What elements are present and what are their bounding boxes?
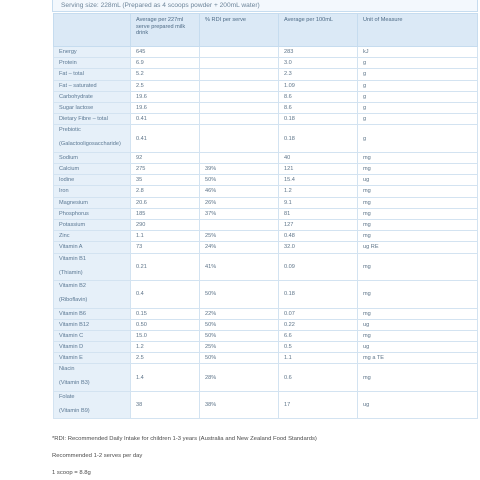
rdi-value <box>200 114 279 125</box>
nutrient-name: (Vitamin B9) <box>59 407 90 414</box>
per-100ml-value: 0.07 <box>279 308 358 319</box>
per-serve-value: 2.5 <box>131 80 200 91</box>
nutrient-name: Potassium <box>59 222 86 229</box>
table-row <box>54 47 478 58</box>
per-serve-value: 35 <box>131 175 200 186</box>
nutrient-name-cell <box>54 253 131 281</box>
rdi-value: 25% <box>200 342 279 353</box>
per-100ml-value: 0.5 <box>279 342 358 353</box>
rdi-value: 26% <box>200 197 279 208</box>
nutrient-name-cell <box>54 58 131 69</box>
per-100ml-value: 0.6 <box>279 364 358 392</box>
per-100ml-value: 0.18 <box>279 281 358 309</box>
per-serve-value: 2.5 <box>131 353 200 364</box>
nutrient-name: Magnesium <box>59 199 88 206</box>
rdi-value: 50% <box>200 281 279 309</box>
rdi-value: 46% <box>200 186 279 197</box>
nutrient-name: Sodium <box>59 154 78 161</box>
unit-value: ug <box>358 175 478 186</box>
unit-value: mg <box>358 308 478 319</box>
unit-value: mg <box>358 186 478 197</box>
per-100ml-value: 121 <box>279 164 358 175</box>
nutrient-name: Vitamin B6 <box>59 310 86 317</box>
table-row <box>54 69 478 80</box>
rdi-value: 24% <box>200 242 279 253</box>
nutrient-name: (Thiamin) <box>59 269 83 276</box>
unit-value: mg a TE <box>358 353 478 364</box>
nutrient-name-cell <box>54 231 131 242</box>
per-100ml-value: 32.0 <box>279 242 358 253</box>
table-row <box>54 342 478 353</box>
unit-value: g <box>358 114 478 125</box>
per-serve-value: 0.21 <box>131 253 200 281</box>
nutrient-name-cell <box>54 114 131 125</box>
nutrient-name-cell <box>54 186 131 197</box>
table-row <box>54 197 478 208</box>
nutrient-name: Dietary Fibre – total <box>59 116 108 123</box>
rdi-value: 50% <box>200 353 279 364</box>
table-row <box>54 58 478 69</box>
nutrient-name: Niacin <box>59 366 75 373</box>
nutrient-name-cell <box>54 319 131 330</box>
per-100ml-value: 40 <box>279 152 358 163</box>
table-row <box>54 353 478 364</box>
per-serve-value: 92 <box>131 152 200 163</box>
header-rdi-per-serve: % RDI per serve <box>200 14 279 47</box>
table-row <box>54 102 478 113</box>
rdi-value <box>200 219 279 230</box>
nutrient-name: Vitamin A <box>59 244 83 251</box>
nutrient-name: Zinc <box>59 233 70 240</box>
per-serve-value: 0.41 <box>131 125 200 153</box>
rdi-value <box>200 102 279 113</box>
per-100ml-value: 1.1 <box>279 353 358 364</box>
rdi-value: 37% <box>200 208 279 219</box>
rdi-value <box>200 152 279 163</box>
per-100ml-value: 15.4 <box>279 175 358 186</box>
per-serve-value: 38 <box>131 391 200 419</box>
nutrition-table-body <box>54 47 478 419</box>
table-row <box>54 391 478 419</box>
per-100ml-value: 0.48 <box>279 231 358 242</box>
table-row <box>54 208 478 219</box>
nutrient-name-cell <box>54 152 131 163</box>
nutrient-name: (Vitamin B3) <box>59 380 90 387</box>
unit-value: g <box>358 91 478 102</box>
nutrient-name: Calcium <box>59 166 80 173</box>
nutrient-name-cell <box>54 342 131 353</box>
per-serve-value: 290 <box>131 219 200 230</box>
nutrient-name: Phosphorus <box>59 210 89 217</box>
rdi-value: 28% <box>200 364 279 392</box>
per-100ml-value: 283 <box>279 47 358 58</box>
nutrient-name-cell <box>54 391 131 419</box>
unit-value: g <box>358 125 478 153</box>
unit-value: ug <box>358 391 478 419</box>
nutrient-name: Vitamin B1 <box>59 255 86 262</box>
per-100ml-value: 8.6 <box>279 102 358 113</box>
unit-value: g <box>358 69 478 80</box>
nutrient-name: Iron <box>59 188 69 195</box>
per-100ml-value: 127 <box>279 219 358 230</box>
per-100ml-value: 81 <box>279 208 358 219</box>
unit-value: g <box>358 80 478 91</box>
rdi-value <box>200 47 279 58</box>
rdi-value: 50% <box>200 330 279 341</box>
per-100ml-value: 17 <box>279 391 358 419</box>
nutrient-name: Folate <box>59 393 75 400</box>
nutrient-name: (Galactooligosaccharide) <box>59 141 121 148</box>
nutrient-name-cell <box>54 330 131 341</box>
unit-value: mg <box>358 152 478 163</box>
unit-value: g <box>358 58 478 69</box>
nutrient-name-cell <box>54 47 131 58</box>
header-average-per-100ml: Average per 100mL <box>279 14 358 47</box>
table-row <box>54 308 478 319</box>
unit-value: mg <box>358 219 478 230</box>
nutrient-name: Vitamin B2 <box>59 283 86 289</box>
table-row <box>54 114 478 125</box>
unit-value: g <box>358 102 478 113</box>
per-serve-value: 6.9 <box>131 58 200 69</box>
rdi-value: 38% <box>200 391 279 419</box>
table-header-row <box>54 14 478 47</box>
per-serve-value: 0.4 <box>131 281 200 309</box>
per-serve-value: 0.15 <box>131 308 200 319</box>
rdi-value <box>200 125 279 153</box>
serves-recommendation: Recommended 1-2 serves per day <box>52 453 143 459</box>
nutrient-name-cell <box>54 219 131 230</box>
table-row <box>54 330 478 341</box>
per-100ml-value: 1.2 <box>279 186 358 197</box>
table-row <box>54 319 478 330</box>
per-serve-value: 185 <box>131 208 200 219</box>
nutrient-name-cell <box>54 364 131 392</box>
unit-value: mg <box>358 208 478 219</box>
per-100ml-value: 0.22 <box>279 319 358 330</box>
rdi-value: 22% <box>200 308 279 319</box>
per-serve-value: 73 <box>131 242 200 253</box>
nutrient-name: Vitamin C <box>59 332 84 339</box>
unit-value: mg <box>358 330 478 341</box>
nutrient-name-cell <box>54 242 131 253</box>
nutrient-name-cell <box>54 353 131 364</box>
table-row <box>54 164 478 175</box>
rdi-value <box>200 69 279 80</box>
per-100ml-value: 0.09 <box>279 253 358 281</box>
rdi-value: 39% <box>200 164 279 175</box>
per-serve-value: 1.2 <box>131 342 200 353</box>
per-100ml-value: 2.3 <box>279 69 358 80</box>
unit-value: mg <box>358 364 478 392</box>
per-100ml-value: 8.6 <box>279 91 358 102</box>
unit-value: mg <box>358 164 478 175</box>
nutrient-name: Protein <box>59 60 77 67</box>
unit-value: ug <box>358 319 478 330</box>
rdi-value: 50% <box>200 319 279 330</box>
serving-size-note: Serving size: 228mL (Prepared as 4 scoops powder + 200mL water) <box>52 0 478 12</box>
table-row <box>54 281 478 309</box>
per-serve-value: 1.4 <box>131 364 200 392</box>
per-serve-value: 0.50 <box>131 319 200 330</box>
nutrient-name: Carbohydrate <box>59 93 93 100</box>
unit-value: mg <box>358 197 478 208</box>
header-nutrient <box>54 14 131 47</box>
header-average-per-serve: Average per 227ml serve prepared milk drink <box>131 14 200 47</box>
per-serve-value: 2.8 <box>131 186 200 197</box>
per-serve-value: 15.0 <box>131 330 200 341</box>
table-row <box>54 242 478 253</box>
per-serve-value: 1.1 <box>131 231 200 242</box>
nutrient-name-cell <box>54 281 131 309</box>
table-row <box>54 186 478 197</box>
per-100ml-value: 0.18 <box>279 114 358 125</box>
nutrient-name-cell <box>54 80 131 91</box>
unit-value: kJ <box>358 47 478 58</box>
nutrient-name-cell <box>54 91 131 102</box>
nutrient-name-cell <box>54 69 131 80</box>
per-serve-value: 19.6 <box>131 102 200 113</box>
nutrient-name-cell <box>54 164 131 175</box>
per-serve-value: 645 <box>131 47 200 58</box>
rdi-value <box>200 80 279 91</box>
nutrition-table <box>53 13 478 419</box>
table-row <box>54 231 478 242</box>
scoop-weight-note: 1 scoop = 8.8g <box>52 470 91 476</box>
nutrient-name-cell <box>54 175 131 186</box>
rdi-value: 25% <box>200 231 279 242</box>
rdi-value: 50% <box>200 175 279 186</box>
nutrient-name-cell <box>54 208 131 219</box>
per-serve-value: 5.2 <box>131 69 200 80</box>
per-100ml-value: 9.1 <box>279 197 358 208</box>
per-serve-value: 275 <box>131 164 200 175</box>
nutrient-name: Prebiotic <box>59 127 81 134</box>
nutrient-name: Vitamin B12 <box>59 321 90 328</box>
table-row <box>54 219 478 230</box>
table-row <box>54 175 478 186</box>
header-unit-of-measure: Unit of Measure <box>358 14 478 47</box>
unit-value: ug RE <box>358 242 478 253</box>
per-serve-value: 0.41 <box>131 114 200 125</box>
per-100ml-value: 0.18 <box>279 125 358 153</box>
nutrient-name: Fat – saturated <box>59 82 97 89</box>
table-row <box>54 125 478 153</box>
per-serve-value: 20.6 <box>131 197 200 208</box>
nutrient-name-cell <box>54 197 131 208</box>
nutrient-name: Iodine <box>59 177 75 184</box>
nutrient-name: Sugar lactose <box>59 105 94 112</box>
unit-value: mg <box>358 281 478 309</box>
nutrient-name: Fat – total <box>59 71 84 78</box>
nutrient-name: Energy <box>59 49 77 56</box>
table-row <box>54 91 478 102</box>
per-100ml-value: 1.09 <box>279 80 358 91</box>
nutrient-name: Vitamin E <box>59 355 83 362</box>
rdi-footnote: *RDI: Recommended Daily Intake for children 1-3 years (Australia and New Zealand Food Standards) <box>52 436 317 442</box>
table-row <box>54 152 478 163</box>
table-row <box>54 80 478 91</box>
unit-value: ug <box>358 342 478 353</box>
nutrient-name-cell <box>54 308 131 319</box>
nutrient-name-cell <box>54 125 131 153</box>
unit-value: mg <box>358 253 478 281</box>
nutrient-name-cell <box>54 102 131 113</box>
table-row <box>54 364 478 392</box>
rdi-value: 41% <box>200 253 279 281</box>
nutrient-name: (Riboflavin) <box>59 297 88 303</box>
rdi-value <box>200 91 279 102</box>
table-row <box>54 253 478 281</box>
unit-value: mg <box>358 231 478 242</box>
per-100ml-value: 3.0 <box>279 58 358 69</box>
rdi-value <box>200 58 279 69</box>
nutrient-name: Vitamin D <box>59 344 84 351</box>
per-serve-value: 19.6 <box>131 91 200 102</box>
per-100ml-value: 6.6 <box>279 330 358 341</box>
